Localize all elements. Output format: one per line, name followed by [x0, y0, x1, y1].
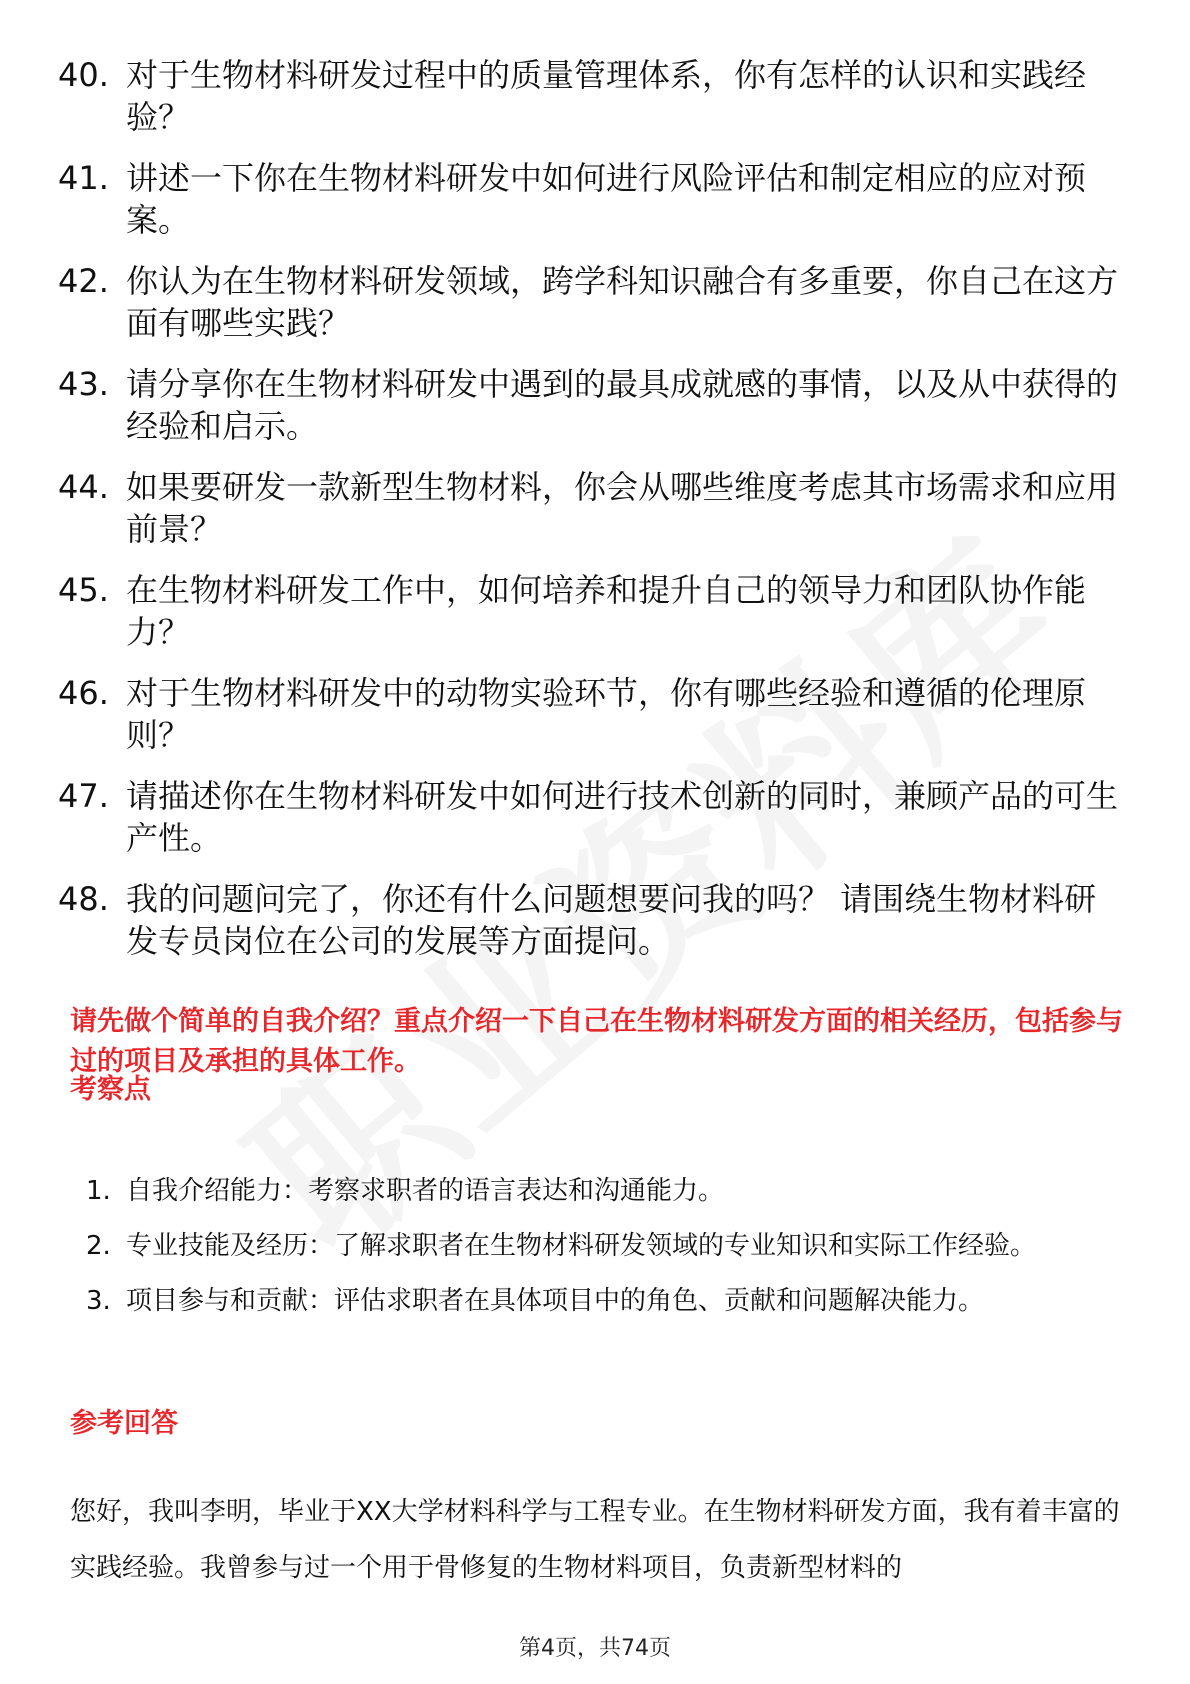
question-list — [58, 54, 1118, 981]
reference-answer: 您好，我叫李明，毕业于XX大学材料科学与工程专业。在生物材料研发方面，我有着丰富的实践经验。我曾参与过一个用于骨修复的生物材料项目，负责新型材料的 — [70, 1497, 1120, 1583]
assessment-list — [86, 1164, 1116, 1329]
question-text: 你认为在生物材料研发领域，跨学科知识融合有多重要，你自己在这方面有哪些实践？ — [126, 262, 1119, 342]
question-number: 43. — [58, 365, 109, 403]
question-item — [58, 363, 1118, 447]
assessment-number: 3. — [86, 1286, 111, 1316]
question-item — [58, 878, 1118, 962]
question-text: 对于生物材料研发过程中的质量管理体系，你有怎样的认识和实践经验？ — [126, 56, 1087, 136]
question-text: 讲述一下你在生物材料研发中如何进行风险评估和制定相应的应对预案。 — [126, 159, 1087, 239]
reference-heading: 参考回答 — [70, 1408, 178, 1439]
assessment-number: 1. — [86, 1176, 111, 1206]
question-number: 40. — [58, 56, 109, 94]
assessment-text: 专业技能及经历：了解求职者在生物材料研发领域的专业知识和实际工作经验。 — [126, 1231, 1037, 1261]
assessment-number: 2. — [86, 1231, 111, 1261]
intro-question: 请先做个简单的自我介绍？重点介绍一下自己在生物材料研发方面的相关经历，包括参与过的项目及承担的具体工作。 — [70, 1006, 1123, 1077]
question-number: 47. — [58, 777, 109, 815]
question-item — [58, 569, 1118, 653]
question-item — [58, 672, 1118, 756]
question-number: 45. — [58, 571, 109, 609]
assessment-item — [86, 1164, 1116, 1219]
assessment-text: 项目参与和贡献：评估求职者在具体项目中的角色、贡献和问题解决能力。 — [126, 1286, 985, 1316]
question-item — [58, 466, 1118, 550]
question-text: 请描述你在生物材料研发中如何进行技术创新的同时，兼顾产品的可生产性。 — [126, 777, 1119, 857]
question-number: 41. — [58, 159, 109, 197]
question-item — [58, 54, 1118, 138]
assessment-text: 自我介绍能力：考察求职者的语言表达和沟通能力。 — [126, 1176, 725, 1206]
question-text: 我的问题问完了，你还有什么问题想要问我的吗？ 请围绕生物材料研发专员岗位在公司的发展等方面提问。 — [126, 880, 1097, 960]
question-text: 在生物材料研发工作中，如何培养和提升自己的领导力和团队协作能力？ — [126, 571, 1087, 651]
question-number: 46. — [58, 674, 109, 712]
question-text: 请分享你在生物材料研发中遇到的最具成就感的事情，以及从中获得的经验和启示。 — [126, 365, 1119, 445]
question-item — [58, 260, 1118, 344]
assessment-item — [86, 1274, 1116, 1329]
question-item — [58, 775, 1118, 859]
question-number: 42. — [58, 262, 109, 300]
question-number: 48. — [58, 880, 109, 918]
assessment-heading: 考察点 — [70, 1074, 151, 1105]
question-item — [58, 157, 1118, 241]
question-number: 44. — [58, 468, 109, 506]
assessment-item — [86, 1219, 1116, 1274]
question-text: 对于生物材料研发中的动物实验环节，你有哪些经验和遵循的伦理原则？ — [126, 674, 1087, 754]
question-text: 如果要研发一款新型生物材料，你会从哪些维度考虑其市场需求和应用前景？ — [126, 468, 1119, 548]
page-footer: 第4页，共74页 — [519, 1636, 671, 1661]
